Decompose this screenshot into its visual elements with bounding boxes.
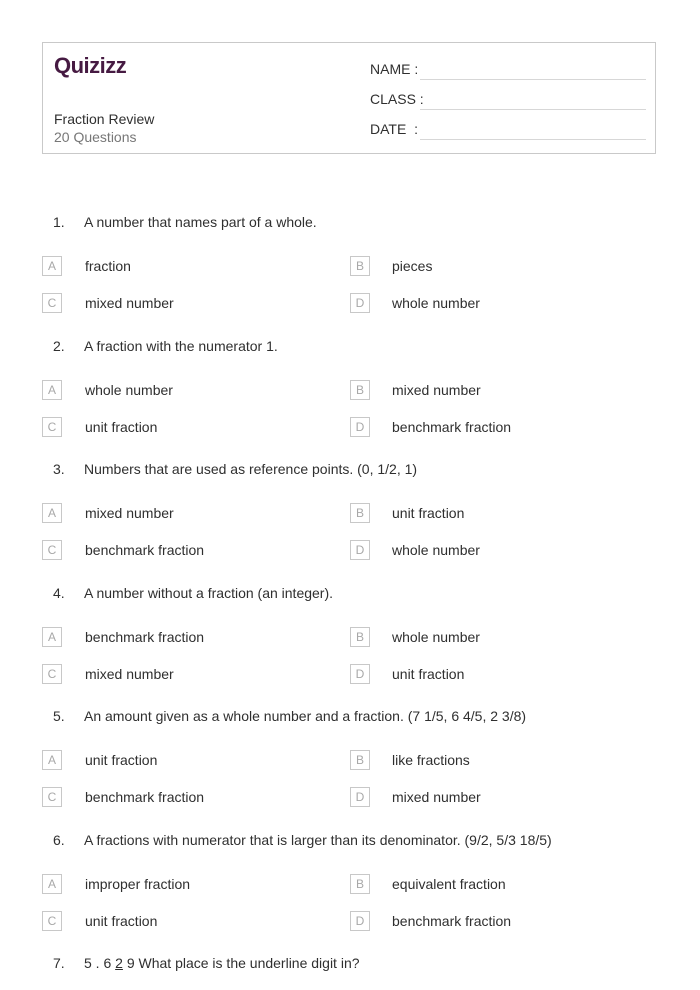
- option-text: equivalent fraction: [392, 876, 506, 892]
- question-text: An amount given as a whole number and a fraction. (7 1/5, 6 4/5, 2 3/8): [84, 708, 527, 725]
- option-letter-box: D: [350, 417, 370, 437]
- underlined-digit: 2: [115, 955, 123, 971]
- name-label: NAME :: [370, 61, 419, 77]
- option-text: mixed number: [85, 505, 174, 522]
- option-letter-box: B: [350, 874, 370, 894]
- option-letter-box: C: [42, 664, 62, 684]
- question-text: Numbers that are used as reference points. (0, 1/2, 1): [84, 461, 418, 478]
- option-text: benchmark fraction: [392, 418, 512, 435]
- option-letter-box: D: [350, 787, 370, 807]
- option-text: unit fraction: [85, 752, 158, 769]
- question-text-start: 5 . 6: [84, 955, 116, 971]
- name-line: [420, 79, 646, 80]
- option-text: benchmark fraction: [85, 628, 205, 645]
- option-letter-box: A: [42, 256, 62, 276]
- quizizz-logo: Quizizz: [54, 53, 127, 78]
- option-letter-box: B: [350, 750, 370, 770]
- option-letter-box: A: [42, 503, 62, 523]
- option-text: whole number: [392, 295, 480, 311]
- option-text: unit fraction: [392, 505, 465, 522]
- option-letter-box: D: [350, 911, 370, 931]
- option-text: mixed number: [392, 789, 481, 806]
- question-number: 5.: [53, 708, 65, 725]
- option-text: like fractions: [392, 752, 470, 769]
- option-text: unit fraction: [392, 665, 465, 682]
- option-text: improper fraction: [85, 876, 191, 892]
- option-letter-box: C: [42, 417, 62, 437]
- date-line: [420, 139, 646, 140]
- option-text: mixed number: [85, 295, 174, 311]
- option-letter-box: D: [350, 540, 370, 560]
- option-letter-box: C: [42, 540, 62, 560]
- option-letter-box: B: [350, 256, 370, 276]
- option-text: benchmark fraction: [392, 913, 512, 929]
- date-label: DATE :: [370, 121, 418, 137]
- option-letter-box: C: [42, 293, 62, 313]
- option-text: benchmark fraction: [85, 542, 205, 559]
- question-text: A number that names part of a whole.: [84, 214, 317, 230]
- option-letter-box: A: [42, 380, 62, 400]
- option-text: fraction: [85, 258, 131, 274]
- option-text: mixed number: [85, 665, 174, 682]
- question-text: A number without a fraction (an integer).: [84, 584, 334, 601]
- option-text: benchmark fraction: [85, 789, 205, 806]
- option-letter-box: B: [350, 503, 370, 523]
- option-letter-box: A: [42, 750, 62, 770]
- option-letter-box: B: [350, 627, 370, 647]
- question-number: 6.: [53, 832, 65, 848]
- question-number: 3.: [53, 461, 65, 478]
- option-text: whole number: [85, 381, 173, 398]
- worksheet-title: Fraction Review: [54, 111, 155, 127]
- option-text: pieces: [392, 258, 433, 274]
- class-label: CLASS :: [370, 91, 424, 107]
- option-text: whole number: [392, 542, 480, 559]
- question-text-end: 9 What place is the underline digit in?: [122, 955, 360, 971]
- option-letter-box: D: [350, 664, 370, 684]
- question-number: 4.: [53, 584, 65, 601]
- question-count: 20 Questions: [54, 129, 137, 145]
- option-letter-box: C: [42, 911, 62, 931]
- option-text: whole number: [392, 628, 480, 645]
- question-text: [84, 955, 360, 971]
- option-text: unit fraction: [85, 913, 158, 929]
- worksheet-header: [42, 42, 656, 154]
- question-text: A fraction with the numerator 1.: [84, 337, 278, 354]
- question-number: 1.: [53, 214, 65, 230]
- option-letter-box: A: [42, 627, 62, 647]
- option-letter-box: B: [350, 380, 370, 400]
- option-text: mixed number: [392, 381, 481, 398]
- option-letter-box: D: [350, 293, 370, 313]
- question-text: A fractions with numerator that is larger than its denominator. (9/2, 5/3 18/5): [84, 832, 552, 848]
- option-letter-box: C: [42, 787, 62, 807]
- question-number: 7.: [53, 955, 65, 971]
- question-number: 2.: [53, 337, 65, 354]
- option-text: unit fraction: [85, 418, 158, 435]
- option-letter-box: A: [42, 874, 62, 894]
- class-line: [420, 109, 646, 110]
